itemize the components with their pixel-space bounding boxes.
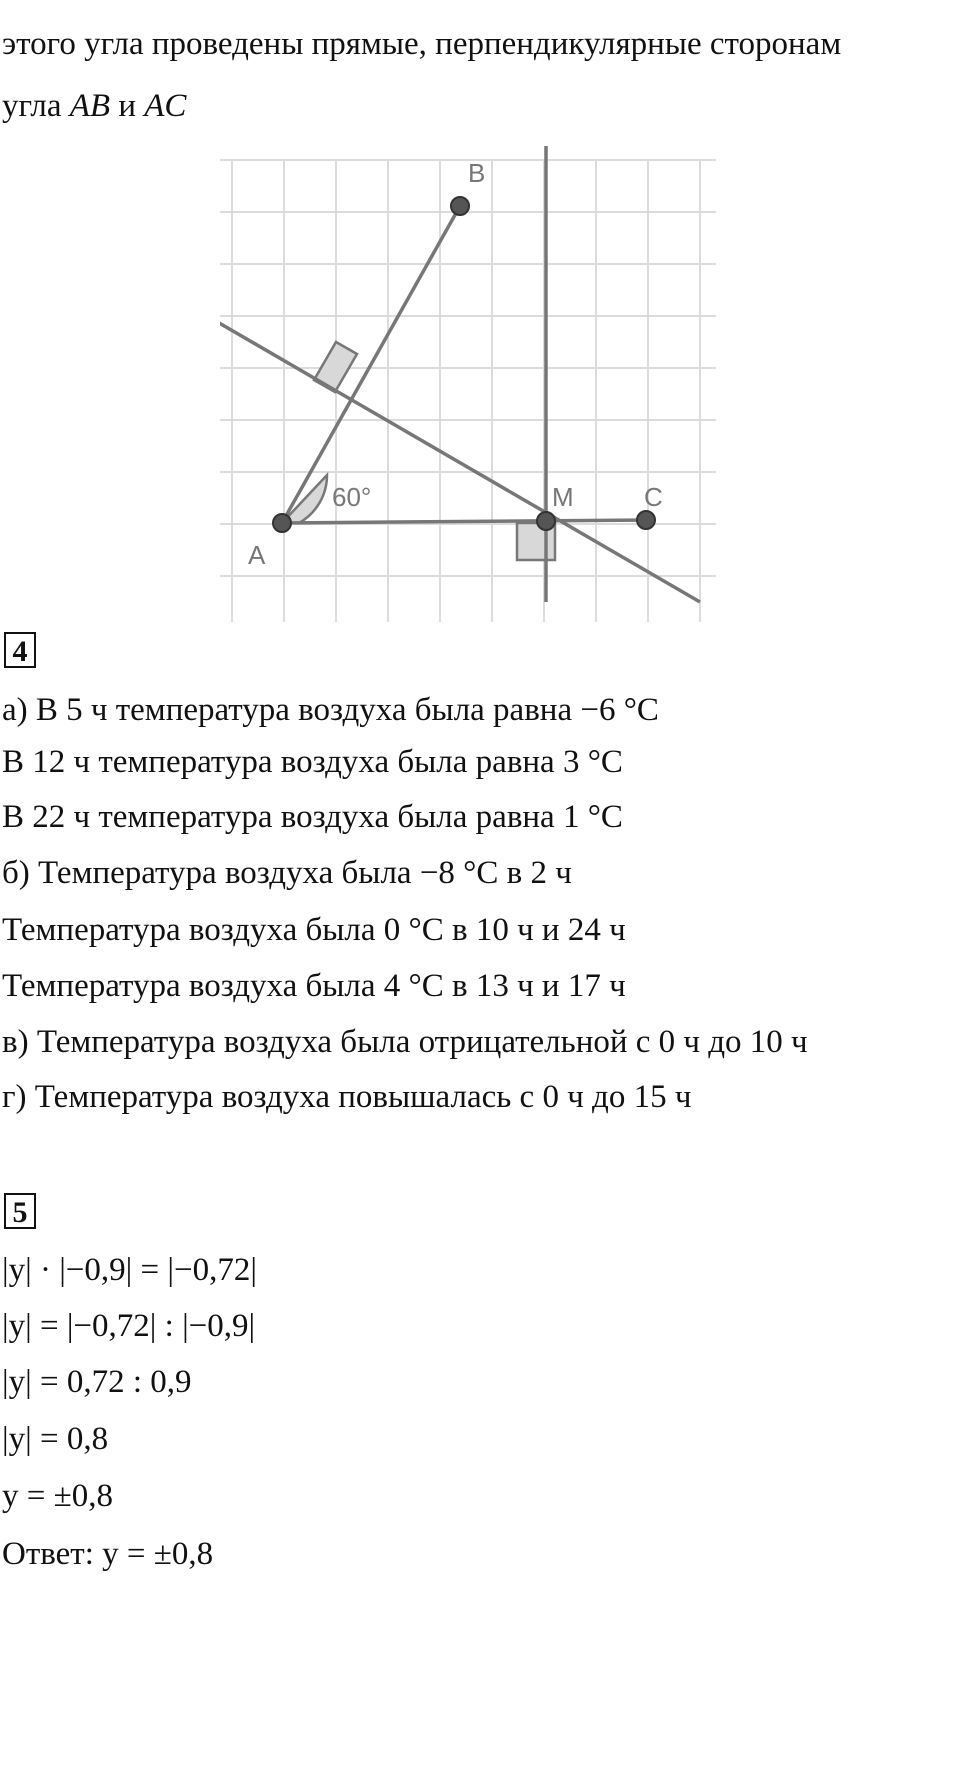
segment-ab: AB: [69, 88, 111, 124]
label-a: A: [248, 540, 266, 570]
label-m: M: [552, 482, 574, 512]
intro-conj: и: [118, 88, 136, 124]
grid: [220, 160, 716, 622]
perpendicular-line-ab: [220, 320, 700, 602]
task-4-line-7: в) Температура воздуха была отрицательной с 0 ч до 10 ч: [2, 1024, 808, 1060]
label-angle: 60°: [332, 482, 372, 512]
label-c: C: [644, 482, 663, 512]
task-5-line-5: y = ±0,8: [2, 1478, 113, 1514]
task-5-number: 5: [4, 1193, 36, 1229]
point-a: [273, 514, 291, 532]
geometry-figure: [220, 146, 730, 626]
point-b: [451, 197, 469, 215]
task-5-line-2: |y| = |−0,72| : |−0,9|: [2, 1308, 256, 1344]
intro-prefix: угла: [2, 88, 62, 124]
right-angle-marker-ab: [314, 342, 357, 392]
answer-value: y = ±0,8: [102, 1536, 214, 1572]
intro-line-1: этого угла проведены прямые, перпендикулярные сторонам: [2, 26, 842, 62]
task-4-line-6: Температура воздуха была 4 °С в 13 ч и 17 ч: [2, 968, 626, 1004]
answer-label: Ответ:: [2, 1536, 94, 1572]
ray-ab: [282, 206, 460, 523]
task-4-line-5: Температура воздуха была 0 °С в 10 ч и 24 ч: [2, 912, 626, 948]
task-5-answer: [2, 1534, 213, 1574]
task-4-line-4: б) Температура воздуха была −8 °С в 2 ч: [2, 855, 572, 891]
intro-line-2: [2, 86, 186, 126]
task-4-line-1: а) В 5 ч температура воздуха была равна −6 °С: [2, 692, 659, 728]
task-4-line-3: В 22 ч температура воздуха была равна 1 °С: [2, 799, 623, 835]
task-4-line-2: В 12 ч температура воздуха была равна 3 °С: [2, 744, 623, 780]
task-5-line-1: |y| · |−0,9| = |−0,72|: [2, 1252, 257, 1288]
label-b: B: [468, 158, 486, 188]
task-4-line-8: г) Температура воздуха повышалась с 0 ч до 15 ч: [2, 1079, 692, 1115]
task-5-line-3: |y| = 0,72 : 0,9: [2, 1364, 192, 1400]
task-4-number: 4: [4, 632, 36, 668]
point-m: [537, 512, 555, 530]
segment-ac: AC: [144, 88, 187, 124]
task-5-line-4: |y| = 0,8: [2, 1421, 109, 1457]
point-c: [637, 511, 655, 529]
